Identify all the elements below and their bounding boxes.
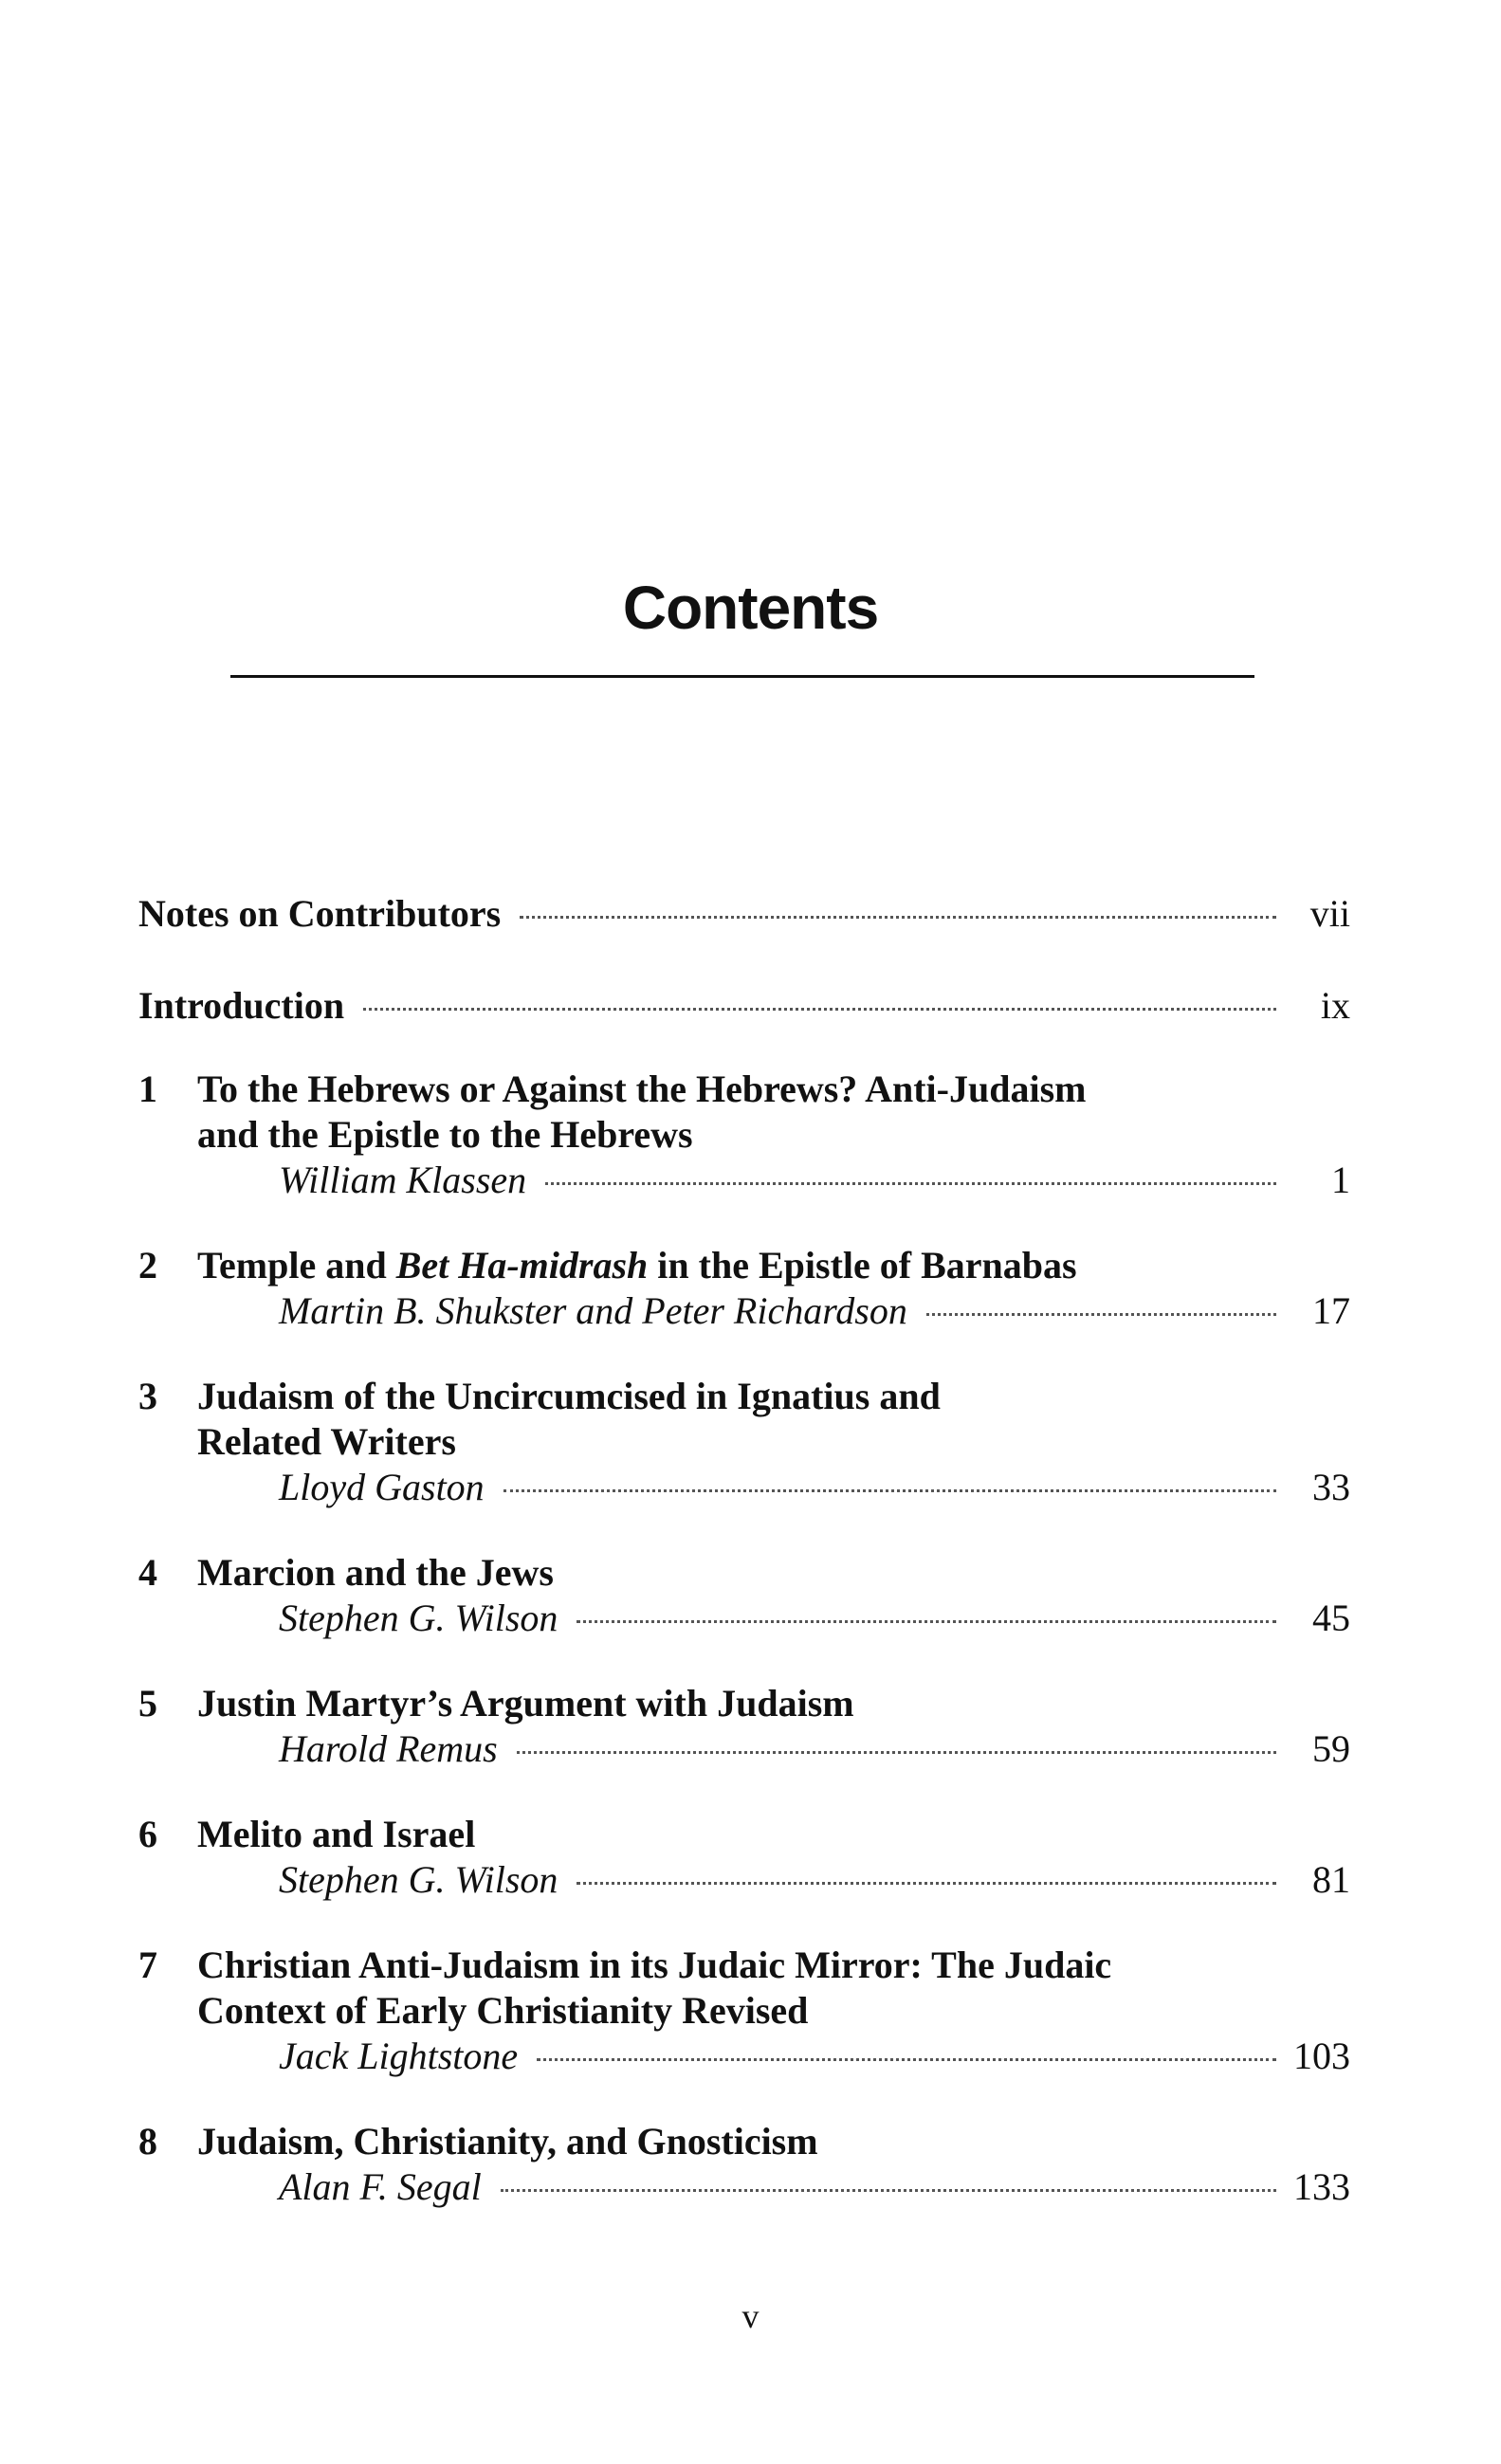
toc-page-number: 1 xyxy=(1331,1159,1350,1201)
chapter-title-line: and the Epistle to the Hebrews xyxy=(197,1113,693,1156)
chapter-title-line: Judaism, Christianity, and Gnosticism xyxy=(197,2120,818,2163)
dot-leader xyxy=(537,2058,1276,2061)
chapter-number: 6 xyxy=(138,1813,157,1855)
toc-page-number: 17 xyxy=(1312,1289,1350,1332)
chapter-title-line: Related Writers xyxy=(197,1420,456,1463)
dot-leader xyxy=(501,2189,1276,2192)
toc-page-number: 81 xyxy=(1312,1858,1350,1901)
chapter-title-line: Context of Early Christianity Revised xyxy=(197,1989,809,2032)
toc-chapter-4[interactable] xyxy=(138,1550,1350,1641)
chapter-number: 4 xyxy=(138,1551,157,1594)
dot-leader xyxy=(577,1882,1276,1885)
toc-page-number: vii xyxy=(1309,892,1350,935)
chapter-title-line: Judaism of the Uncircumcised in Ignatius and xyxy=(197,1375,941,1417)
chapter-author: Jack Lightstone xyxy=(279,2035,519,2077)
toc-page-number: 45 xyxy=(1312,1597,1350,1639)
dot-leader xyxy=(577,1620,1276,1623)
chapter-author: Stephen G. Wilson xyxy=(279,1858,558,1901)
toc-page-number: 103 xyxy=(1293,2035,1350,2077)
page-title: Contents xyxy=(622,574,879,642)
toc-chapter-5[interactable] xyxy=(138,1681,1350,1772)
toc-page-number: 33 xyxy=(1312,1466,1350,1508)
chapter-author: Alan F. Segal xyxy=(279,2165,482,2208)
toc-entry-notes[interactable] xyxy=(138,891,1350,937)
dot-leader xyxy=(545,1182,1276,1185)
chapter-author: Martin B. Shukster and Peter Richardson xyxy=(279,1289,907,1332)
chapter-number: 8 xyxy=(138,2120,157,2163)
toc-chapter-1[interactable] xyxy=(138,1067,1350,1203)
toc-chapter-8[interactable] xyxy=(138,2119,1350,2210)
toc-chapter-6[interactable] xyxy=(138,1812,1350,1903)
chapter-number: 7 xyxy=(138,1944,157,1986)
chapter-title-line: To the Hebrews or Against the Hebrews? Anti-Judaism xyxy=(197,1068,1087,1110)
toc-entry-label: Notes on Contributors xyxy=(138,892,502,935)
dot-leader xyxy=(517,1751,1276,1754)
chapter-number: 1 xyxy=(138,1068,157,1110)
chapter-number: 2 xyxy=(138,1244,157,1287)
chapter-title-line: Melito and Israel xyxy=(197,1813,476,1855)
toc-chapter-2[interactable] xyxy=(138,1243,1350,1334)
toc-entry-introduction[interactable] xyxy=(138,983,1350,1029)
page-folio: v xyxy=(741,2297,760,2335)
chapter-title-line: Marcion and the Jews xyxy=(197,1551,554,1594)
chapter-title-line: Justin Martyr’s Argument with Judaism xyxy=(197,1682,854,1725)
chapter-author: Stephen G. Wilson xyxy=(279,1597,558,1639)
dot-leader xyxy=(503,1489,1276,1492)
toc-entry-label: Introduction xyxy=(138,984,345,1027)
title-rule xyxy=(230,675,1254,678)
toc-page-number: ix xyxy=(1320,984,1350,1027)
chapter-number: 5 xyxy=(138,1682,157,1725)
dot-leader xyxy=(520,916,1276,919)
toc-page-number: 59 xyxy=(1312,1727,1350,1770)
dot-leader xyxy=(926,1313,1276,1316)
chapter-author: Lloyd Gaston xyxy=(279,1466,485,1508)
chapter-number: 3 xyxy=(138,1375,157,1417)
table-of-contents xyxy=(138,891,1350,2210)
toc-page-number: 133 xyxy=(1293,2165,1350,2208)
dot-leader xyxy=(363,1008,1276,1011)
chapter-title-line: Christian Anti-Judaism in its Judaic Mirror: The Judaic xyxy=(197,1944,1112,1986)
chapter-title-line: Temple and Bet Ha-midrash in the Epistle of Barnabas xyxy=(197,1244,1077,1287)
toc-chapter-7[interactable] xyxy=(138,1943,1350,2079)
chapter-author: Harold Remus xyxy=(279,1727,498,1770)
chapter-author: William Klassen xyxy=(279,1159,527,1201)
toc-chapter-3[interactable] xyxy=(138,1374,1350,1510)
